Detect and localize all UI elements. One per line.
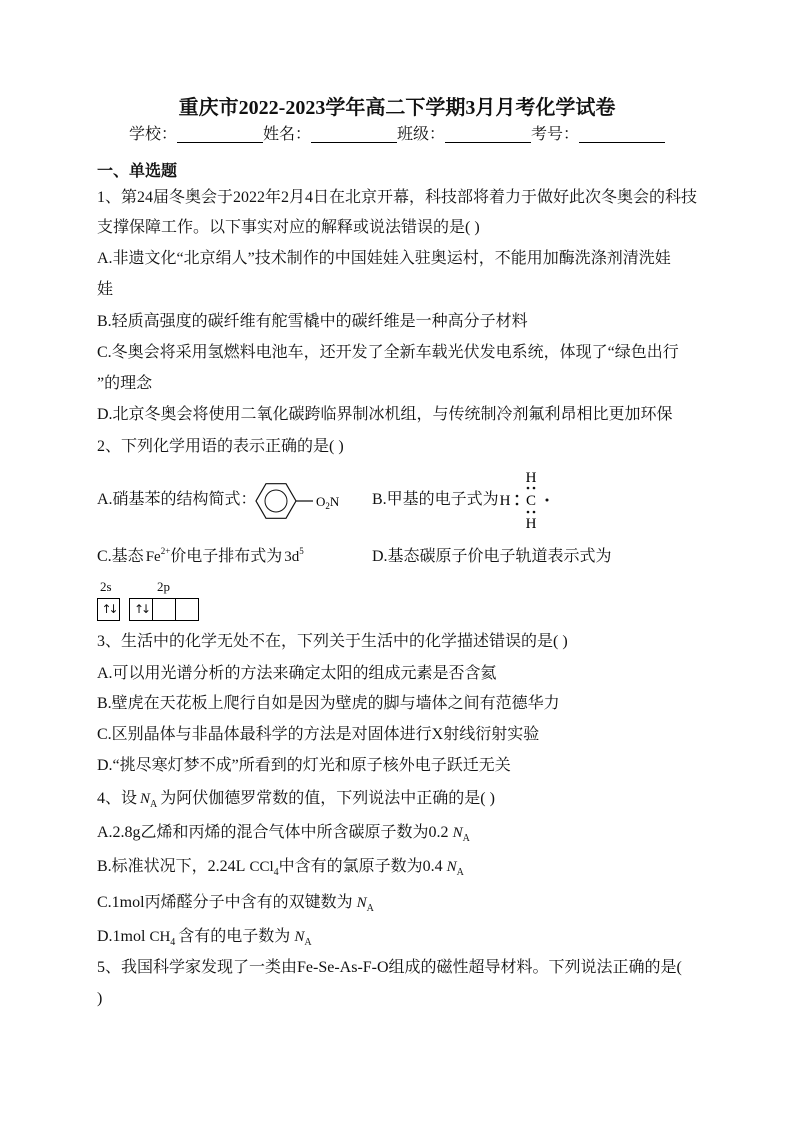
- q1-stem-line-1: 1、第24届冬奥会于2022年2月4日在北京开幕，科技部将着力于做好此次冬奥会的科技: [97, 189, 698, 206]
- avogadro-symbol: N: [356, 895, 367, 911]
- q1-option-c-line-1: C.冬奥会将采用氢燃料电池车，还开发了全新车载光伏发电系统，体现了“绿色出行: [97, 344, 679, 361]
- avogadro-subscript: A: [456, 867, 464, 878]
- nitro-subscript: 2: [325, 501, 330, 511]
- q1-option-d: D.北京冬奥会将使用二氧化碳跨临界制冰机组，与传统制冷剂氟利昂相比更加环保: [97, 406, 673, 423]
- electron-dot: [527, 487, 530, 490]
- class-blank: [445, 125, 531, 143]
- methyl-h-top: H: [525, 470, 537, 486]
- q4-b-suffix: 中含有的氯原子数为0.4: [278, 858, 443, 875]
- methyl-carbon: C: [525, 493, 537, 509]
- q4-option-c: [97, 893, 374, 915]
- unpaired-electron-dot: [546, 499, 549, 502]
- q1-option-b: B.轻质高强度的碳纤维有舵雪橇中的碳纤维是一种高分子材料: [97, 313, 528, 330]
- methyl-h-bottom: H: [525, 516, 537, 532]
- methyl-electron-dot-formula: [497, 465, 557, 533]
- q3-stem: 3、生活中的化学无处不在，下列关于生活中的化学描述错误的是( ): [97, 633, 568, 650]
- avogadro-subscript: A: [150, 799, 158, 810]
- q3-option-c: C.区别晶体与非晶体最科学的方法是对固体进行X射线衍射实验: [97, 726, 540, 743]
- benzene-aromatic-circle: [265, 490, 287, 512]
- q1-option-a-line-1: A.非遗文化“北京绢人”技术制作的中国娃娃入驻奥运村，不能用加酶洗涤剂清洗娃: [97, 250, 671, 267]
- class-label: 班级：: [397, 126, 446, 143]
- ch4-subscript: 4: [170, 937, 176, 948]
- q4-stem: [97, 789, 495, 811]
- ch4-formula: CH: [149, 929, 171, 945]
- nitro-group-label: [316, 494, 340, 511]
- q4-c-text: C.1mol丙烯醛分子中含有的双键数为: [97, 894, 353, 911]
- orbital-2p-box-1: ↑↓: [129, 598, 153, 621]
- avogadro-symbol: N: [446, 859, 457, 875]
- avogadro-symbol: N: [294, 929, 305, 945]
- electron-dot: [527, 511, 530, 514]
- q2-option-d: D.基态碳原子价电子轨道表示式为: [372, 548, 612, 565]
- exam-title: 重庆市2022-2023学年高二下学期3月月考化学试卷: [178, 97, 616, 119]
- nitro-o: O: [316, 494, 326, 509]
- electron-dot: [516, 503, 519, 506]
- name-label: 姓名：: [262, 126, 311, 143]
- q4-d-prefix: D.1mol: [97, 928, 146, 945]
- q1-stem-line-2: 支撑保障工作。以下事实对应的解释或说法错误的是( ): [97, 219, 480, 236]
- section-heading: 一、单选题: [97, 163, 178, 180]
- q2-option-a: A.硝基苯的结构简式：: [97, 491, 257, 508]
- name-blank: [311, 125, 397, 143]
- avogadro-subscript: A: [462, 833, 470, 844]
- student-info-line: [0, 125, 794, 145]
- electron-config: 3d: [284, 549, 300, 565]
- q2-option-c: [97, 547, 304, 568]
- q4-option-d: [97, 927, 312, 949]
- avogadro-subscript: A: [366, 903, 374, 914]
- orbital-2s-box: ↑↓: [97, 598, 120, 621]
- benzene-ring: [256, 484, 296, 519]
- q3-option-a: A.可以用光谱分析的方法来确定太阳的组成元素是否含氦: [97, 665, 497, 682]
- q1-option-a-line-2: 娃: [97, 281, 114, 298]
- q4-option-b: [97, 857, 464, 879]
- q5-stem-line-1: 5、我国科学家发现了一类由Fe-Se-As-F-O组成的磁性超导材料。下列说法正确的是(: [97, 959, 682, 976]
- orbital-2p-box-2: [152, 598, 176, 621]
- electron-dot: [533, 487, 536, 490]
- electron-dot: [533, 511, 536, 514]
- electron-dot: [516, 495, 519, 498]
- nitrobenzene-structure: [254, 479, 346, 523]
- q4-stem-suffix: 为阿伏伽德罗常数的值，下列说法中正确的是( ): [160, 790, 495, 807]
- q3-option-b: B.壁虎在天花板上爬行自如是因为壁虎的脚与墙体之间有范德华力: [97, 695, 560, 712]
- school-label: 学校：: [128, 126, 177, 143]
- q2-stem: 2、下列化学用语的表示正确的是( ): [97, 438, 344, 455]
- q2-c-middle: 价电子排布式为: [170, 548, 283, 565]
- exam-number-label: 考号：: [531, 126, 580, 143]
- school-blank: [177, 125, 263, 143]
- q3-option-d: D.“挑尽寒灯梦不成”所看到的灯光和原子核外电子跃迁无关: [97, 757, 511, 774]
- fe-ion-charge: 2+: [160, 546, 171, 556]
- orbital-2s-label: 2s: [100, 579, 112, 594]
- q4-option-a: [97, 823, 470, 845]
- nitro-n: N: [329, 494, 340, 509]
- orbital-2p-label: 2p: [157, 579, 170, 594]
- orbital-2p-box-3: [175, 598, 199, 621]
- methyl-h-left: H: [499, 493, 511, 509]
- fe-ion-symbol: Fe: [145, 549, 161, 565]
- q4-a-text: A.2.8g乙烯和丙烯的混合气体中所含碳原子数为0.2: [97, 824, 449, 841]
- q4-b-prefix: B.标准状况下，2.24L: [97, 858, 246, 875]
- exam-number-blank: [579, 125, 665, 143]
- q4-stem-prefix: 4、设: [97, 790, 138, 807]
- avogadro-subscript: A: [304, 937, 312, 948]
- q1-option-c-line-2: ”的理念: [97, 375, 153, 392]
- avogadro-symbol: N: [452, 825, 463, 841]
- q4-d-suffix: 含有的电子数为: [178, 928, 291, 945]
- q2-option-b: B.甲基的电子式为: [372, 491, 499, 508]
- q2-c-prefix: C.基态: [97, 548, 144, 565]
- ccl4-formula: CCl: [249, 859, 274, 875]
- q5-stem-line-2: ): [97, 990, 103, 1007]
- avogadro-symbol: N: [140, 791, 151, 807]
- ccl4-subscript: 4: [273, 867, 279, 878]
- electron-config-exponent: 5: [299, 546, 304, 556]
